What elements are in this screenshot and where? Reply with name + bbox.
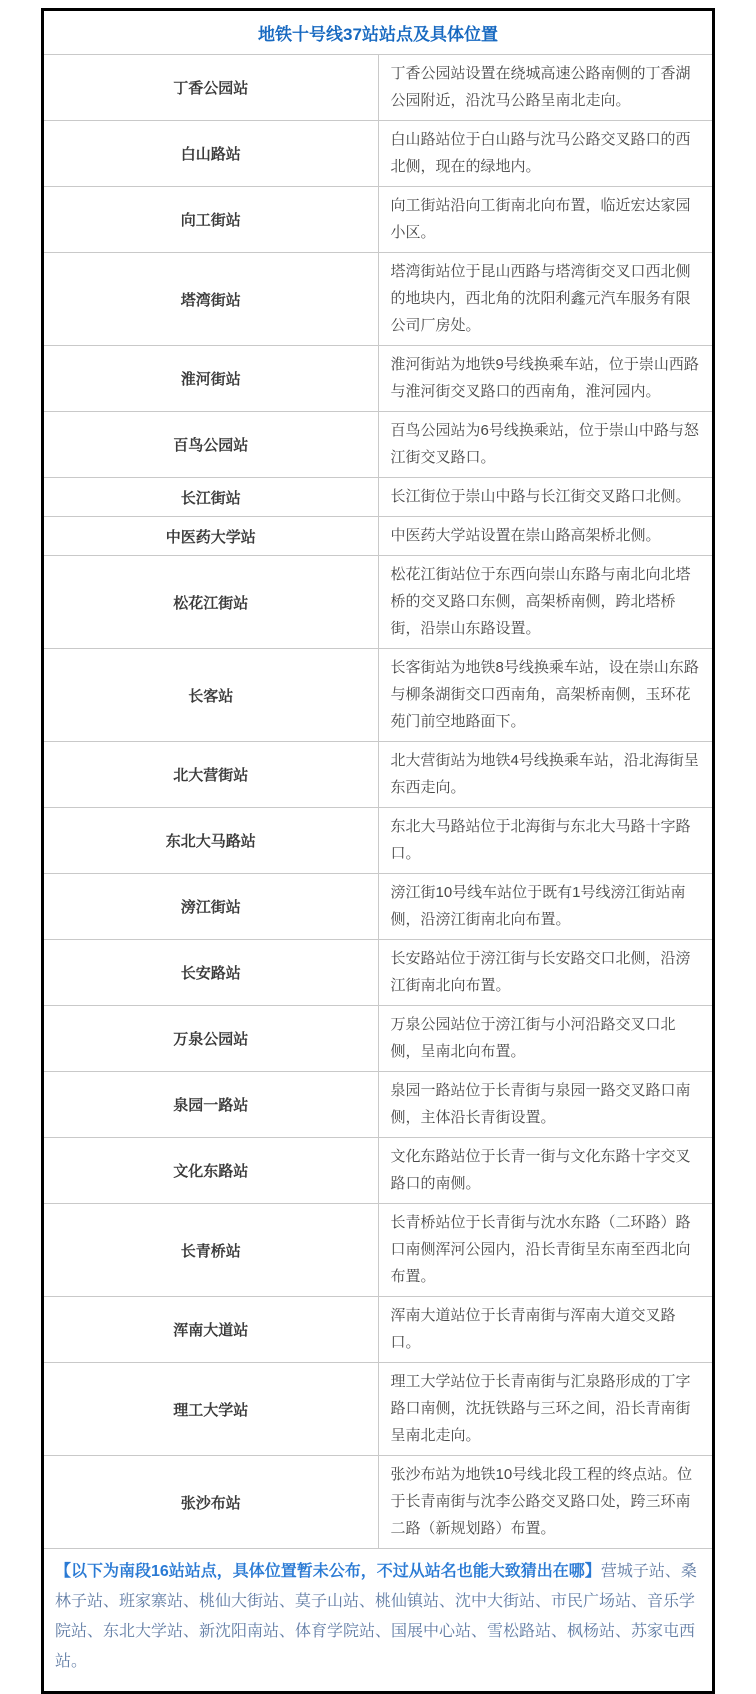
station-name-cell: 浑南大道站	[43, 1297, 379, 1363]
table-row	[43, 874, 714, 940]
table-row	[43, 346, 714, 412]
station-description-cell: 文化东路站位于长青一街与文化东路十字交叉路口的南侧。	[378, 1138, 714, 1204]
station-description-cell: 长青桥站位于长青街与沈水东路（二环路）路口南侧浑河公园内，沿长青街呈东南至西北向布置。	[378, 1204, 714, 1297]
station-description-cell: 理工大学站位于长青南街与汇泉路形成的丁字路口南侧，沈抚铁路与三环之间，沿长青南街呈南北走向。	[378, 1363, 714, 1456]
station-name-cell: 向工街站	[43, 187, 379, 253]
station-name-cell: 白山路站	[43, 121, 379, 187]
station-name-cell: 文化东路站	[43, 1138, 379, 1204]
subway-line10-station-table	[41, 8, 715, 1694]
station-description-cell: 长江街位于崇山中路与长江街交叉路口北侧。	[378, 478, 714, 517]
station-name-cell: 长青桥站	[43, 1204, 379, 1297]
station-name-cell: 泉园一路站	[43, 1072, 379, 1138]
station-description-cell: 浑南大道站位于长青南街与浑南大道交叉路口。	[378, 1297, 714, 1363]
table-row	[43, 940, 714, 1006]
station-name-cell: 滂江街站	[43, 874, 379, 940]
table-footer	[43, 1549, 714, 1693]
station-description-cell: 白山路站位于白山路与沈马公路交叉路口的西北侧，现在的绿地内。	[378, 121, 714, 187]
station-description-cell: 滂江街10号线车站位于既有1号线滂江街站南侧，沿滂江街南北向布置。	[378, 874, 714, 940]
table-row	[43, 1072, 714, 1138]
table-row	[43, 412, 714, 478]
station-description-cell: 丁香公园站设置在绕城高速公路南侧的丁香湖公园附近，沿沈马公路呈南北走向。	[378, 55, 714, 121]
title-row	[43, 10, 714, 55]
station-name-cell: 淮河街站	[43, 346, 379, 412]
table-row	[43, 1297, 714, 1363]
station-description-cell: 张沙布站为地铁10号线北段工程的终点站。位于长青南街与沈李公路交叉路口处，跨三环南二路（新规划路）布置。	[378, 1456, 714, 1549]
table-row	[43, 808, 714, 874]
table-row	[43, 517, 714, 556]
footer-row	[43, 1549, 714, 1693]
station-description-cell: 万泉公园站位于滂江街与小河沿路交叉口北侧，呈南北向布置。	[378, 1006, 714, 1072]
station-name-cell: 张沙布站	[43, 1456, 379, 1549]
station-name-cell: 松花江街站	[43, 556, 379, 649]
table-row	[43, 253, 714, 346]
station-name-cell: 长江街站	[43, 478, 379, 517]
station-description-cell: 塔湾街站位于昆山西路与塔湾街交叉口西北侧的地块内，西北角的沈阳利鑫元汽车服务有限公司厂房处。	[378, 253, 714, 346]
station-description-cell: 中医药大学站设置在崇山路高架桥北侧。	[378, 517, 714, 556]
table-row	[43, 1006, 714, 1072]
table-row	[43, 1138, 714, 1204]
table-row	[43, 187, 714, 253]
station-name-cell: 长安路站	[43, 940, 379, 1006]
station-name-cell: 塔湾街站	[43, 253, 379, 346]
table-row	[43, 478, 714, 517]
station-name-cell: 中医药大学站	[43, 517, 379, 556]
table-row	[43, 649, 714, 742]
table-row	[43, 1456, 714, 1549]
station-description-cell: 长安路站位于滂江街与长安路交口北侧，沿滂江街南北向布置。	[378, 940, 714, 1006]
table-row	[43, 55, 714, 121]
footer-station-list: 营城子站、桑林子站、班家寨站、桃仙大街站、莫子山站、桃仙镇站、沈中大街站、市民广场站、音乐学院站、东北大学站、新沈阳南站、体育学院站、国展中心站、雪松路站、枫杨站、苏家屯西站。	[55, 1563, 697, 1670]
station-description-cell: 向工街站沿向工街南北向布置，临近宏达家园小区。	[378, 187, 714, 253]
footer-bold-note: 【以下为南段16站站点，具体位置暂未公布，不过从站名也能大致猜出在哪】	[55, 1563, 601, 1580]
station-name-cell: 长客站	[43, 649, 379, 742]
table-title: 地铁十号线37站站点及具体位置	[43, 10, 714, 55]
station-name-cell: 北大营街站	[43, 742, 379, 808]
station-description-cell: 松花江街站位于东西向崇山东路与南北向北塔桥的交叉路口东侧，高架桥南侧，跨北塔桥街，沿崇山东路设置。	[378, 556, 714, 649]
station-description-cell: 长客街站为地铁8号线换乘车站，设在崇山东路与柳条湖街交口西南角，高架桥南侧，玉环花苑门前空地路面下。	[378, 649, 714, 742]
station-name-cell: 百鸟公园站	[43, 412, 379, 478]
station-description-cell: 百鸟公园站为6号线换乘站，位于崇山中路与怒江街交叉路口。	[378, 412, 714, 478]
table-row	[43, 742, 714, 808]
table-row	[43, 1204, 714, 1297]
station-name-cell: 东北大马路站	[43, 808, 379, 874]
station-name-cell: 万泉公园站	[43, 1006, 379, 1072]
station-name-cell: 丁香公园站	[43, 55, 379, 121]
station-description-cell: 北大营街站为地铁4号线换乘车站，沿北海街呈东西走向。	[378, 742, 714, 808]
station-description-cell: 东北大马路站位于北海街与东北大马路十字路口。	[378, 808, 714, 874]
station-name-cell: 理工大学站	[43, 1363, 379, 1456]
station-description-cell: 淮河街站为地铁9号线换乘车站，位于崇山西路与淮河街交叉路口的西南角，淮河园内。	[378, 346, 714, 412]
table-row	[43, 121, 714, 187]
table-row	[43, 556, 714, 649]
station-description-cell: 泉园一路站位于长青街与泉园一路交叉路口南侧，主体沿长青街设置。	[378, 1072, 714, 1138]
table-row	[43, 1363, 714, 1456]
